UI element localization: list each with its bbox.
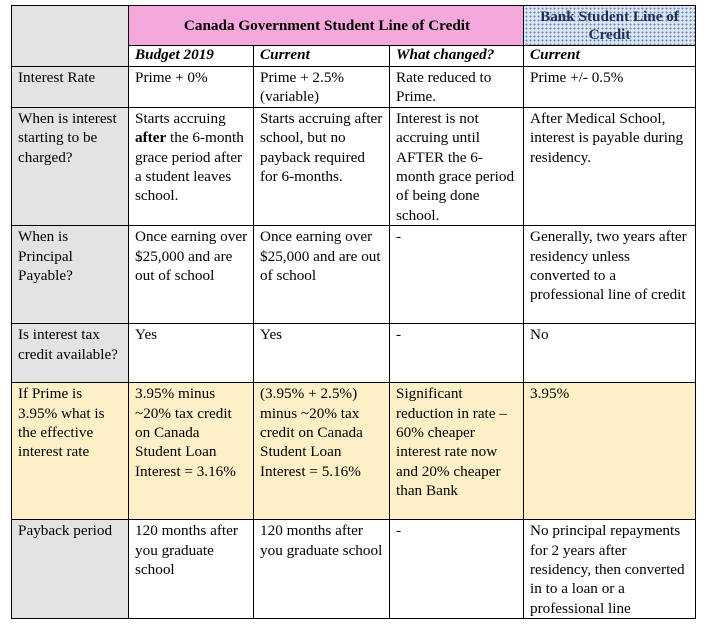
row-label: Payback period <box>12 520 129 619</box>
row-label: When is Principal Payable? <box>12 226 129 324</box>
title-row <box>12 6 696 46</box>
subheader-what-changed: What changed? <box>390 46 524 67</box>
table-row <box>12 383 696 520</box>
bank-cell: Generally, two years after residency unless converted to a professional line of credit <box>524 226 696 324</box>
bank-cell: After Medical School, interest is payable during residency. <box>524 107 696 225</box>
government-title: Canada Government Student Line of Credit <box>183 16 471 34</box>
budget-cell: 120 months after you graduate school <box>129 520 254 619</box>
bank-cell: 3.95% <box>524 383 696 520</box>
corner-blank-cell <box>12 6 129 46</box>
changed-cell: - <box>390 226 524 324</box>
budget-text-end: the 6-month grace period after a student leaves school. <box>135 129 244 205</box>
budget-cell: Once earning over $25,000 and are out of school <box>129 226 254 324</box>
subheader-blank-cell <box>12 46 129 67</box>
bank-title-cell <box>524 6 696 46</box>
budget-cell: Prime + 0% <box>129 67 254 108</box>
table-row <box>12 520 696 619</box>
changed-cell: Interest is not accruing until AFTER the 6-month grace period of being done school. <box>390 107 524 225</box>
table-row <box>12 67 696 108</box>
budget-text-emphasis: after <box>135 129 167 147</box>
table-row <box>12 226 696 324</box>
government-title-cell <box>129 6 524 46</box>
budget-cell <box>129 107 254 225</box>
bank-cell: No <box>524 324 696 383</box>
row-label: Interest Rate <box>12 67 129 108</box>
subheader-current-bank: Current <box>524 46 696 67</box>
bank-cell: Prime +/- 0.5% <box>524 67 696 108</box>
budget-cell: Yes <box>129 324 254 383</box>
subheader-row <box>12 46 696 67</box>
row-label: Is interest tax credit available? <box>12 324 129 383</box>
subheader-current-government: Current <box>254 46 390 67</box>
current-cell: (3.95% + 2.5%) minus ~20% tax credit on Canada Student Loan Interest = 5.16% <box>254 383 390 520</box>
table-row <box>12 107 696 225</box>
current-cell: Yes <box>254 324 390 383</box>
current-cell: Starts accruing after school, but no payback required for 6-months. <box>254 107 390 225</box>
subheader-budget-2019: Budget 2019 <box>129 46 254 67</box>
table-row <box>12 324 696 383</box>
changed-cell: - <box>390 520 524 619</box>
changed-cell: Significant reduction in rate – 60% cheaper interest rate now and 20% cheaper than Bank <box>390 383 524 520</box>
budget-cell: 3.95% minus ~20% tax credit on Canada Student Loan Interest = 3.16% <box>129 383 254 520</box>
changed-cell: - <box>390 324 524 383</box>
current-cell: 120 months after you graduate school <box>254 520 390 619</box>
budget-text-start: Starts accruing <box>135 109 226 127</box>
current-cell: Prime + 2.5% (variable) <box>254 67 390 108</box>
bank-title: Bank Student Line of Credit <box>540 7 679 43</box>
changed-cell: Rate reduced to Prime. <box>390 67 524 108</box>
bank-cell: No principal repayments for 2 years after residency, then converted in to a loan or a professional line <box>524 520 696 619</box>
row-label: If Prime is 3.95% what is the effective interest rate <box>12 383 129 520</box>
row-label: When is interest starting to be charged? <box>12 107 129 225</box>
student-line-of-credit-comparison-table <box>11 5 696 619</box>
current-cell: Once earning over $25,000 and are out of school <box>254 226 390 324</box>
